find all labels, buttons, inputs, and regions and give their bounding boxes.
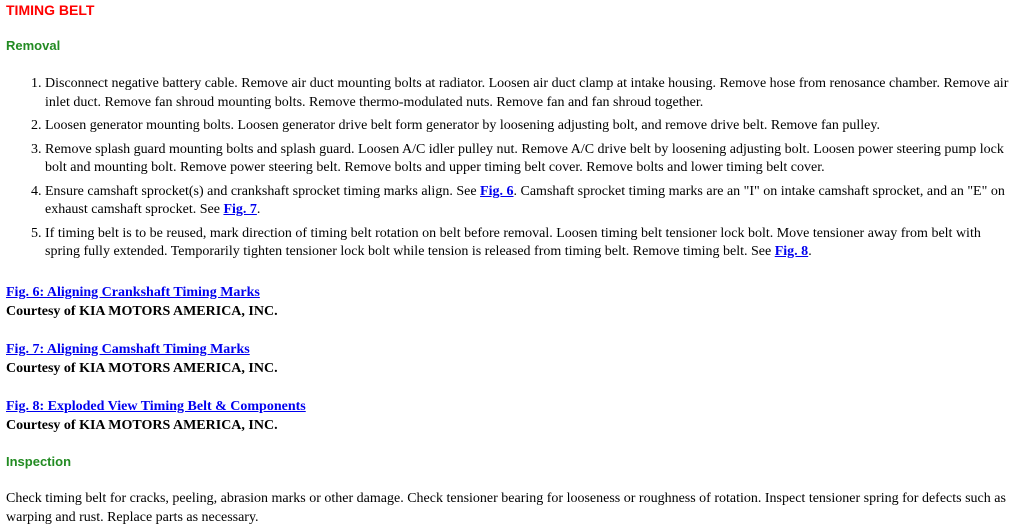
list-item [45, 141, 1010, 178]
list-item [45, 183, 1010, 220]
figure-courtesy: Courtesy of KIA MOTORS AMERICA, INC. [6, 360, 278, 376]
figure-8-block [6, 398, 606, 435]
figure-courtesy: Courtesy of KIA MOTORS AMERICA, INC. [6, 303, 278, 319]
list-item [45, 117, 1010, 136]
list-item [45, 75, 1010, 112]
inspection-text: Check timing belt for cracks, peeling, abrasion marks or other damage. Check tensioner bearing for looseness or roughness of rotation. Inspect tensioner spring for defects such as warping and rust. Replace parts as necessary. [6, 491, 1006, 525]
step-text: Remove splash guard mounting bolts and splash guard. Loosen A/C idler pulley nut. Remove A/C drive belt by loosening adjusting bolt. Loosen power steering pump lock bolt and mounting bolt. Remove power steering belt. Remove bolts and upper timing belt cover. Remove bolts and lower timing belt cover. [45, 141, 1004, 175]
step-text: Disconnect negative battery cable. Remove air duct mounting bolts at radiator. Loosen air duct clamp at intake housing. Remove hose from renosance chamber. Remove air inlet duct. Remove fan shroud mounting bolts. Remove thermo-modulated nuts. Remove fan and fan shroud together. [45, 76, 1009, 110]
list-item [45, 225, 1010, 262]
inspection-heading: Inspection [6, 454, 72, 469]
step-text: Loosen generator mounting bolts. Loosen generator drive belt form generator by loosening adjusting bolt, and remove drive belt. Remove fan pulley. [45, 118, 880, 133]
step-text: Ensure camshaft sprocket(s) and crankshaft sprocket timing marks align. See [45, 183, 481, 199]
figure-8-caption-link[interactable]: Fig. 8: Exploded View Timing Belt & Components [6, 399, 306, 414]
figure-6-block [6, 284, 606, 321]
fig-6-link[interactable]: Fig. 6 [480, 183, 514, 199]
removal-heading: Removal [6, 38, 61, 53]
figure-7-caption-link[interactable]: Fig. 7: Aligning Camshaft Timing Marks [6, 342, 250, 357]
step-text: . [808, 244, 812, 259]
figure-6-caption-link[interactable]: Fig. 6: Aligning Crankshaft Timing Marks [6, 285, 260, 300]
page-title: TIMING BELT [6, 2, 95, 18]
step-text: If timing belt is to be reused, mark direction of timing belt rotation on belt before removal. Loosen timing belt tensioner lock bolt. Move tensioner away from belt with spring fully extended. Temporarily tighten tensioner lock bolt while tension is released from timing belt. Remove timing belt. See [45, 225, 981, 259]
removal-steps-list [6, 75, 1010, 267]
step-text: . [256, 202, 261, 217]
figure-courtesy: Courtesy of KIA MOTORS AMERICA, INC. [6, 417, 278, 433]
step-text: . Camshaft sprocket timing marks are an "I" on intake camshaft sprocket, and an "E" on exhaust camshaft sprocket. See [45, 183, 1005, 217]
fig-7-link[interactable]: Fig. 7 [223, 202, 257, 217]
fig-8-link[interactable]: Fig. 8 [774, 244, 809, 259]
figure-7-block [6, 341, 606, 378]
